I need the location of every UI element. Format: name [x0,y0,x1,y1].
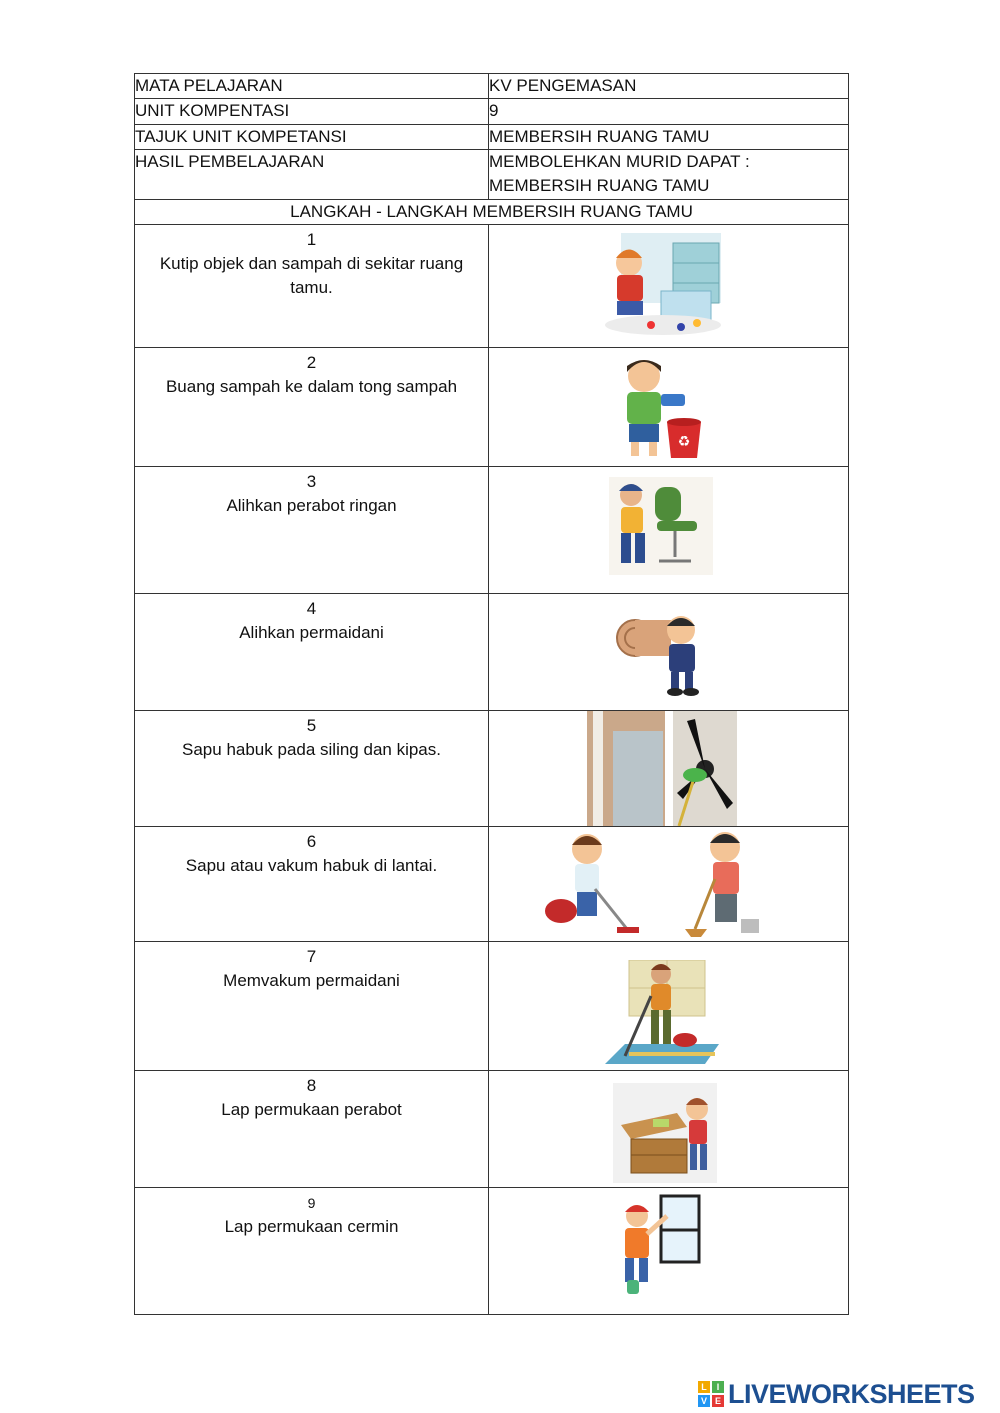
step-text: Sapu atau vakum habuk di lantai. [185,856,438,875]
step-row-8 [135,1071,849,1188]
info-row-unit [135,99,849,125]
step-row-2 [135,348,849,467]
info-value: MEMBERSIH RUANG TAMU [489,125,849,150]
info-label: TAJUK UNIT KOMPETANSI [135,125,489,150]
boy-carrying-rolled-carpet-illustration [615,608,709,698]
boy-throwing-trash-in-bin-illustration [609,354,719,462]
kids-vacuuming-and-sweeping-illustration [535,829,785,941]
info-value [489,150,849,200]
step-image-cell [489,711,849,827]
logo-mark-letter: V [698,1395,710,1407]
outcome-line-1: MEMBOLEHKAN MURID DAPAT : [489,152,750,171]
step-text: Alihkan permaidani [239,623,384,642]
step-number: 2 [306,353,317,372]
step-row-9 [135,1188,849,1315]
step-number: 9 [307,1195,316,1211]
step-text-cell [135,1071,489,1188]
logo-mark-letter: L [698,1381,710,1393]
step-text-cell [135,711,489,827]
step-number: 6 [306,832,317,851]
info-label: MATA PELAJARAN [135,74,489,99]
step-text-cell [135,942,489,1071]
step-text-cell [135,594,489,711]
step-image-cell [489,467,849,594]
step-image-cell [489,827,849,942]
step-number: 8 [306,1076,317,1095]
step-row-6 [135,827,849,942]
logo-mark-letter: E [712,1395,724,1407]
logo-mark-icon [698,1381,724,1407]
step-text: Memvakum permaidani [223,971,400,990]
step-text: Alihkan perabot ringan [226,496,397,515]
liveworksheets-logo [698,1379,975,1409]
info-row-subject [135,74,849,99]
info-row-outcome [135,150,849,200]
step-text: Sapu habuk pada siling dan kipas. [182,740,441,759]
step-row-7 [135,942,849,1071]
step-image-cell [489,942,849,1071]
boy-wiping-furniture-illustration [613,1083,717,1183]
step-text: Lap permukaan perabot [221,1100,402,1119]
step-text: Buang sampah ke dalam tong sampah [165,377,458,396]
logo-text: LIVEWORKSHEETS [728,1378,975,1409]
woman-vacuuming-carpet-illustration [605,960,719,1068]
svg-text:♻: ♻ [677,434,691,450]
man-cleaning-window-illustration [617,1194,703,1298]
step-text: Lap permukaan cermin [224,1217,399,1236]
step-text-cell [135,1188,489,1315]
info-row-topic [135,125,849,150]
man-moving-chair-illustration [609,477,713,575]
boy-picking-toys-illustration [601,233,723,337]
step-row-1 [135,225,849,348]
step-text: Kutip objek dan sampah di sekitar ruang tamu. [159,254,464,297]
logo-mark-letter: I [712,1381,724,1393]
steps-title-row [135,200,849,225]
step-row-3 [135,467,849,594]
step-text-cell [135,225,489,348]
step-number: 5 [306,716,317,735]
info-value: KV PENGEMASAN [489,74,849,99]
info-value: 9 [489,99,849,125]
step-image-cell [489,1071,849,1188]
step-text-cell [135,467,489,594]
worksheet-table [134,73,849,1315]
ceiling-and-fan-dusting-photo [587,711,737,826]
step-number: 4 [306,599,317,618]
step-image-cell [489,1188,849,1315]
steps-title: LANGKAH - LANGKAH MEMBERSIH RUANG TAMU [135,200,849,225]
info-label: HASIL PEMBELAJARAN [135,150,489,200]
step-number: 1 [306,230,317,249]
info-label: UNIT KOMPENTASI [135,99,489,125]
step-number: 3 [306,472,317,491]
step-image-cell [489,348,849,467]
outcome-line-2: MEMBERSIH RUANG TAMU [489,176,710,195]
step-text-cell [135,827,489,942]
step-image-cell [489,225,849,348]
step-image-cell [489,594,849,711]
step-row-4 [135,594,849,711]
step-number: 7 [306,947,317,966]
step-row-5 [135,711,849,827]
step-text-cell [135,348,489,467]
